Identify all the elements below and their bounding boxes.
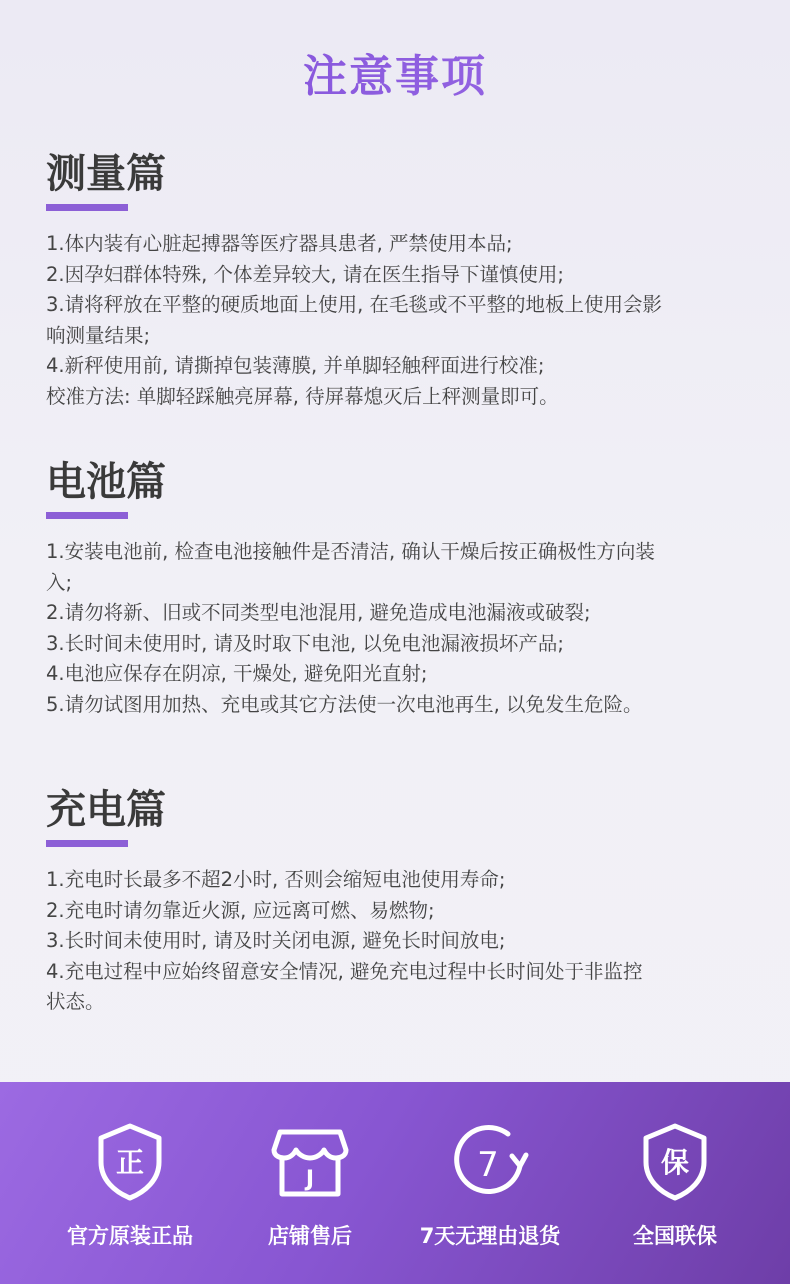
- feature-label: 7天无理由退货: [419, 1224, 561, 1248]
- note-line: 4.新秤使用前, 请撕掉包装薄膜, 并单脚轻触秤面进行校准;: [46, 354, 545, 377]
- shield-zheng-icon: [95, 1122, 165, 1202]
- note-line: 3.长时间未使用时, 请及时取下电池, 以免电池漏液损坏产品;: [46, 631, 564, 655]
- section-measurement: [46, 152, 746, 412]
- section-underline: [46, 840, 128, 847]
- svg-text:7: 7: [477, 1145, 499, 1185]
- note-line: 入;: [46, 570, 73, 594]
- svg-text:J: J: [305, 1167, 315, 1192]
- note-line: 1.充电时长最多不超2小时, 否则会缩短电池使用寿命;: [46, 868, 506, 891]
- note-line: 1.安装电池前, 检查电池接触件是否清洁, 确认干燥后按正确极性方向装: [46, 540, 655, 563]
- note-line: 5.请勿试图用加热、充电或其它方法使一次电池再生, 以免发生危险。: [46, 692, 643, 716]
- store-icon: [268, 1122, 352, 1202]
- service-footer: [0, 1082, 790, 1284]
- page-title: 注意事项: [0, 40, 790, 104]
- feature-label: 全国联保: [633, 1224, 717, 1248]
- note-line: 响测量结果;: [46, 323, 151, 347]
- note-line: 2.请勿将新、旧或不同类型电池混用, 避免造成电池漏液或破裂;: [46, 601, 591, 624]
- note-line: 校准方法: 单脚轻踩触亮屏幕, 待屏幕熄灭后上秤测量即可。: [46, 384, 559, 408]
- note-line: 状态。: [46, 990, 105, 1013]
- section-title: 测量篇: [46, 151, 166, 197]
- section-body: [46, 865, 746, 1018]
- note-line: 4.充电过程中应始终留意安全情况, 避免充电过程中长时间处于非监控: [46, 959, 643, 983]
- section-body: [46, 537, 746, 720]
- shield-bao-icon: [640, 1122, 710, 1202]
- note-line: 1.体内装有心脏起搏器等医疗器具患者, 严禁使用本品;: [46, 232, 513, 255]
- note-line: 3.请将秤放在平整的硬质地面上使用, 在毛毯或不平整的地板上使用会影: [46, 293, 663, 316]
- svg-text:正: 正: [115, 1146, 145, 1179]
- feature-label: 店铺售后: [268, 1224, 352, 1248]
- section-charging: [46, 788, 746, 1018]
- section-body: [46, 229, 746, 412]
- note-line: 2.因孕妇群体特殊, 个体差异较大, 请在医生指导下谨慎使用;: [46, 262, 564, 286]
- note-line: 2.充电时请勿靠近火源, 应远离可燃、易燃物;: [46, 898, 435, 922]
- seven-day-return-icon: [450, 1122, 530, 1202]
- note-line: 3.长时间未使用时, 请及时关闭电源, 避免长时间放电;: [46, 929, 506, 952]
- feature-label: 官方原装正品: [67, 1224, 193, 1248]
- section-title: 充电篇: [46, 787, 166, 833]
- note-line: 4.电池应保存在阴凉, 干燥处, 避免阳光直射;: [46, 662, 428, 685]
- section-battery: [46, 460, 746, 720]
- section-underline: [46, 512, 128, 519]
- svg-text:保: 保: [660, 1146, 690, 1179]
- section-title: 电池篇: [46, 459, 166, 505]
- section-underline: [46, 204, 128, 211]
